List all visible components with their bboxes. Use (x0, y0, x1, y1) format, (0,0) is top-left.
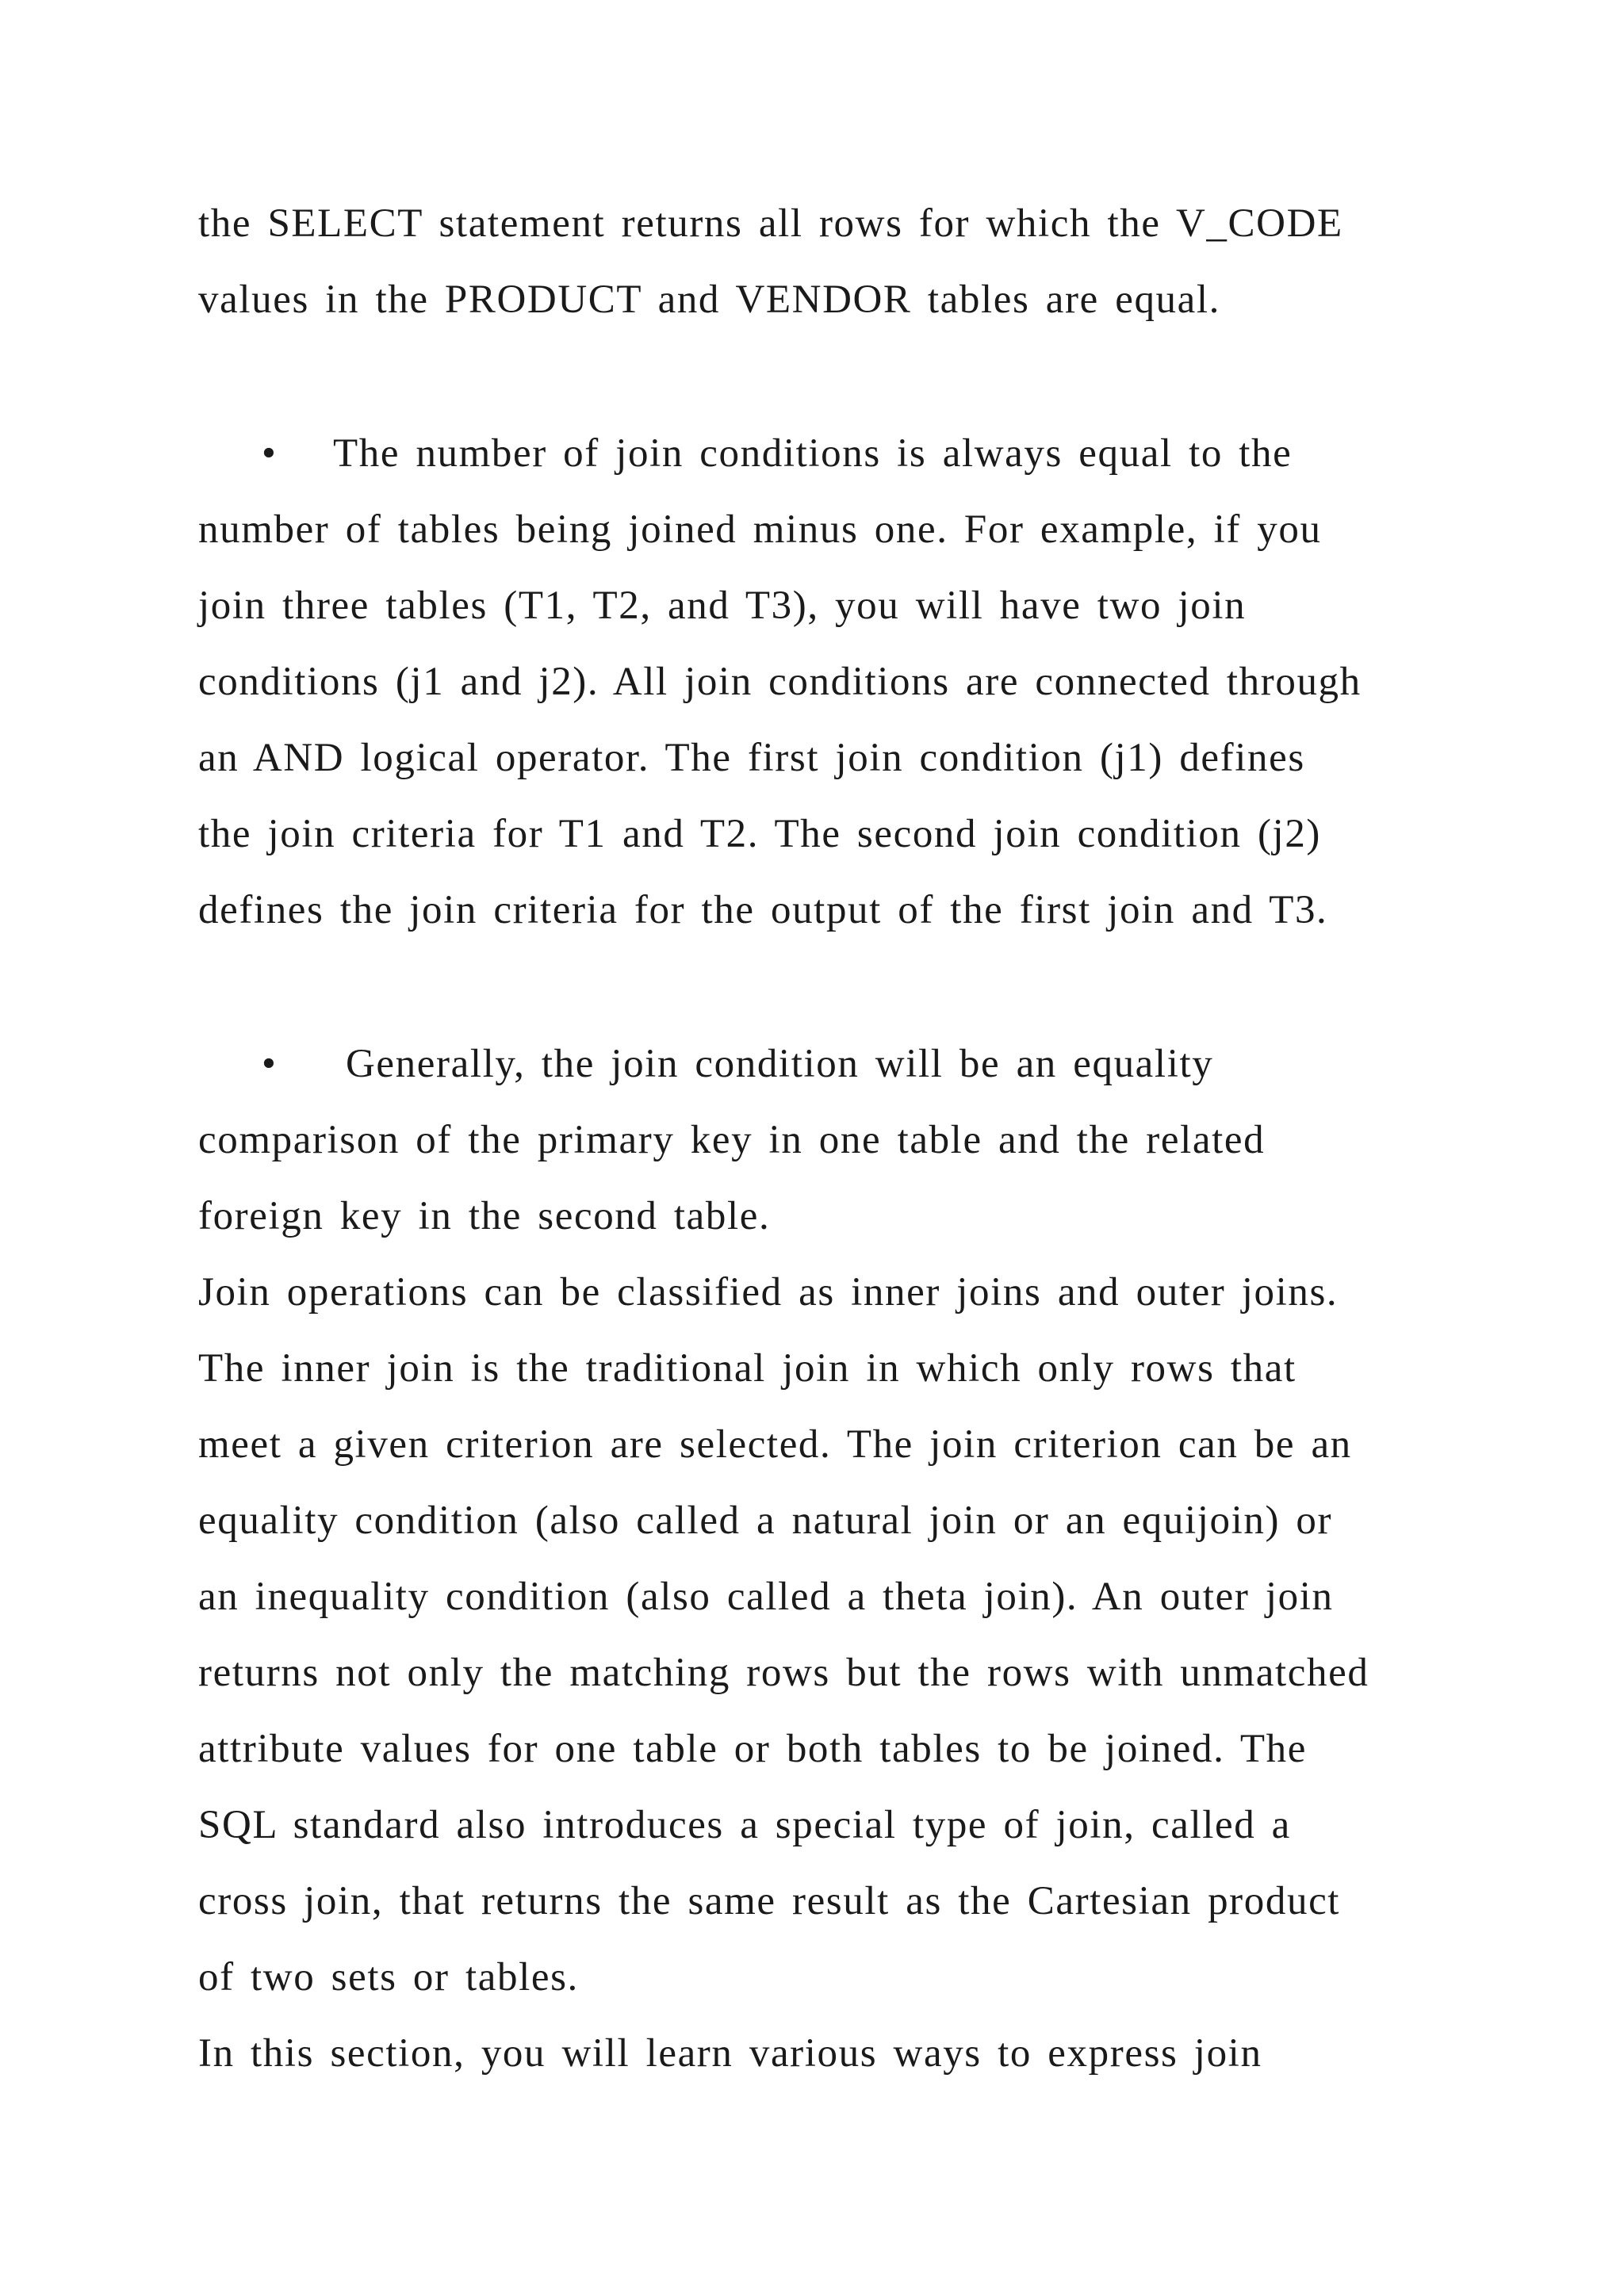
paragraph-line: of two sets or tables. (198, 1955, 579, 1999)
paragraph-line: In this section, you will learn various ways to express join (198, 2031, 1262, 2076)
bullet-line: an AND logical operator. The first join condition (j1) defines (198, 736, 1305, 780)
paragraph-line: equality condition (also called a natural join or an equijoin) or (198, 1498, 1333, 1543)
bullet-line: number of tables being joined minus one. For example, if you (198, 507, 1322, 552)
paragraph-line: the SELECT statement returns all rows for which the V_CODE (198, 201, 1343, 246)
bullet-first-line: Generally, the join condition will be an equality (346, 1042, 1214, 1086)
bullet-line: defines the join criteria for the output of the first join and T3. (198, 888, 1328, 932)
bullet-line: join three tables (T1, T2, and T3), you will have two join (198, 584, 1247, 628)
paragraph-line: Join operations can be classified as inner joins and outer joins. (198, 1270, 1339, 1314)
paragraph-line: SQL standard also introduces a special type of join, called a (198, 1803, 1291, 1847)
paragraph-line: cross join, that returns the same result as the Cartesian product (198, 1879, 1341, 1923)
paragraph-line: returns not only the matching rows but the rows with unmatched (198, 1651, 1369, 1695)
paragraph-line: an inequality condition (also called a theta join). An outer join (198, 1575, 1334, 1619)
paragraph-line: meet a given criterion are selected. The join criterion can be an (198, 1422, 1352, 1467)
paragraph-line: values in the PRODUCT and VENDOR tables are equal. (198, 277, 1220, 322)
bullet-first-line: The number of join conditions is always equal to the (333, 431, 1293, 476)
bullet-marker: • (262, 431, 276, 476)
bullet-line: comparison of the primary key in one table and the related (198, 1118, 1266, 1162)
paragraph-line: The inner join is the traditional join in which only rows that (198, 1346, 1297, 1391)
bullet-line: the join criteria for T1 and T2. The second join condition (j2) (198, 812, 1322, 856)
bullet-line: foreign key in the second table. (198, 1194, 771, 1238)
bullet-marker: • (262, 1042, 276, 1086)
bullet-line: conditions (j1 and j2). All join conditions are connected through (198, 660, 1362, 704)
paragraph-line: attribute values for one table or both tables to be joined. The (198, 1727, 1307, 1771)
